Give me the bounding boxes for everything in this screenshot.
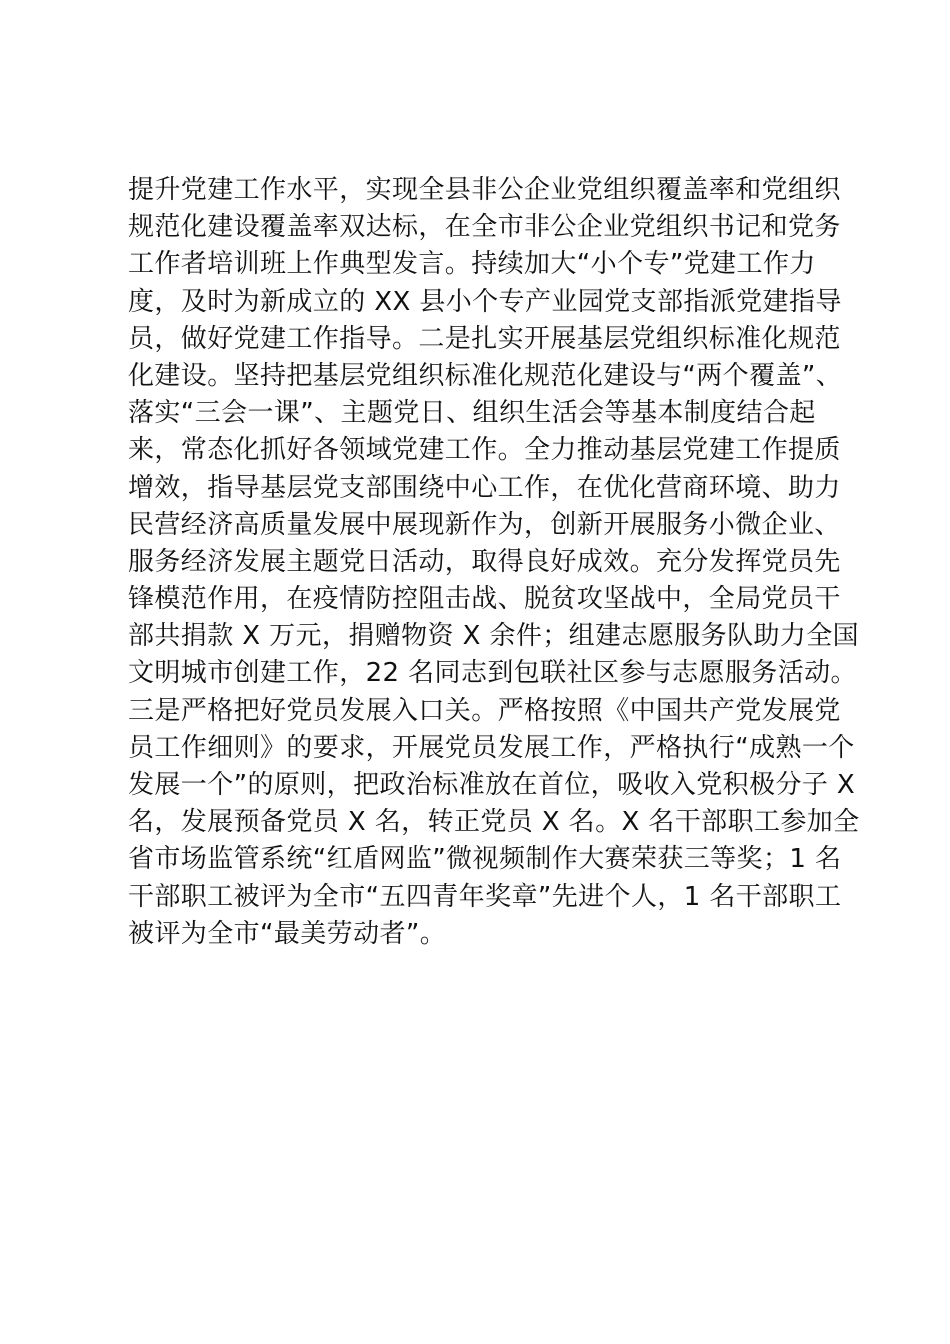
- text-line: 被评为全市“最美劳动者”。: [128, 918, 447, 949]
- text-line: 文明城市创建工作，22 名同志到包联社区参与志愿服务活动。: [128, 658, 857, 689]
- text-line: 工作者培训班上作典型发言。持续加大“小个专”党建工作力: [128, 249, 816, 280]
- text-line: 化建设。坚持把基层党组织标准化规范化建设与“两个覆盖”、: [128, 360, 843, 391]
- text-line: 部共捐款 X 万元，捐赠物资 X 余件；组建志愿服务队助力全国: [128, 621, 860, 652]
- text-line: 锋模范作用，在疫情防控阻击战、脱贫攻坚战中，全局党员干: [128, 584, 841, 615]
- text-line: 提升党建工作水平，实现全县非公企业党组织覆盖率和党组织: [128, 175, 841, 205]
- text-line: 省市场监管系统“红盾网监”微视频制作大赛荣获三等奖；1 名: [128, 844, 842, 875]
- text-line: 员工作细则》的要求，开展党员发展工作，严格执行“成熟一个: [128, 732, 855, 763]
- text-line: 三是严格把好党员发展入口关。严格按照《中国共产党发展党: [128, 695, 841, 726]
- text-line: 规范化建设覆盖率双达标，在全市非公企业党组织书记和党务: [128, 212, 841, 243]
- text-line: 来，常态化抓好各领域党建工作。全力推动基层党建工作提质: [128, 435, 841, 466]
- body-paragraph: [128, 172, 860, 953]
- text-line: 落实“三会一课”、主题党日、组织生活会等基本制度结合起: [128, 398, 816, 429]
- text-line: 增效，指导基层党支部围绕中心工作，在优化营商环境、助力: [128, 472, 841, 503]
- text-line: 服务经济发展主题党日活动，取得良好成效。充分发挥党员先: [128, 546, 841, 577]
- text-line: 名，发展预备党员 X 名，转正党员 X 名。X 名干部职工参加全: [128, 807, 860, 838]
- text-line: 度，及时为新成立的 XX 县小个专产业园党支部指派党建指导: [128, 286, 842, 317]
- text-line: 民营经济高质量发展中展现新作为，创新开展服务小微企业、: [128, 509, 841, 540]
- text-line: 员，做好党建工作指导。二是扎实开展基层党组织标准化规范: [128, 323, 841, 354]
- text-line: 发展一个”的原则，把政治标准放在首位，吸收入党积极分子 X: [128, 770, 856, 800]
- text-line: 干部职工被评为全市“五四青年奖章”先进个人，1 名干部职工: [128, 881, 842, 912]
